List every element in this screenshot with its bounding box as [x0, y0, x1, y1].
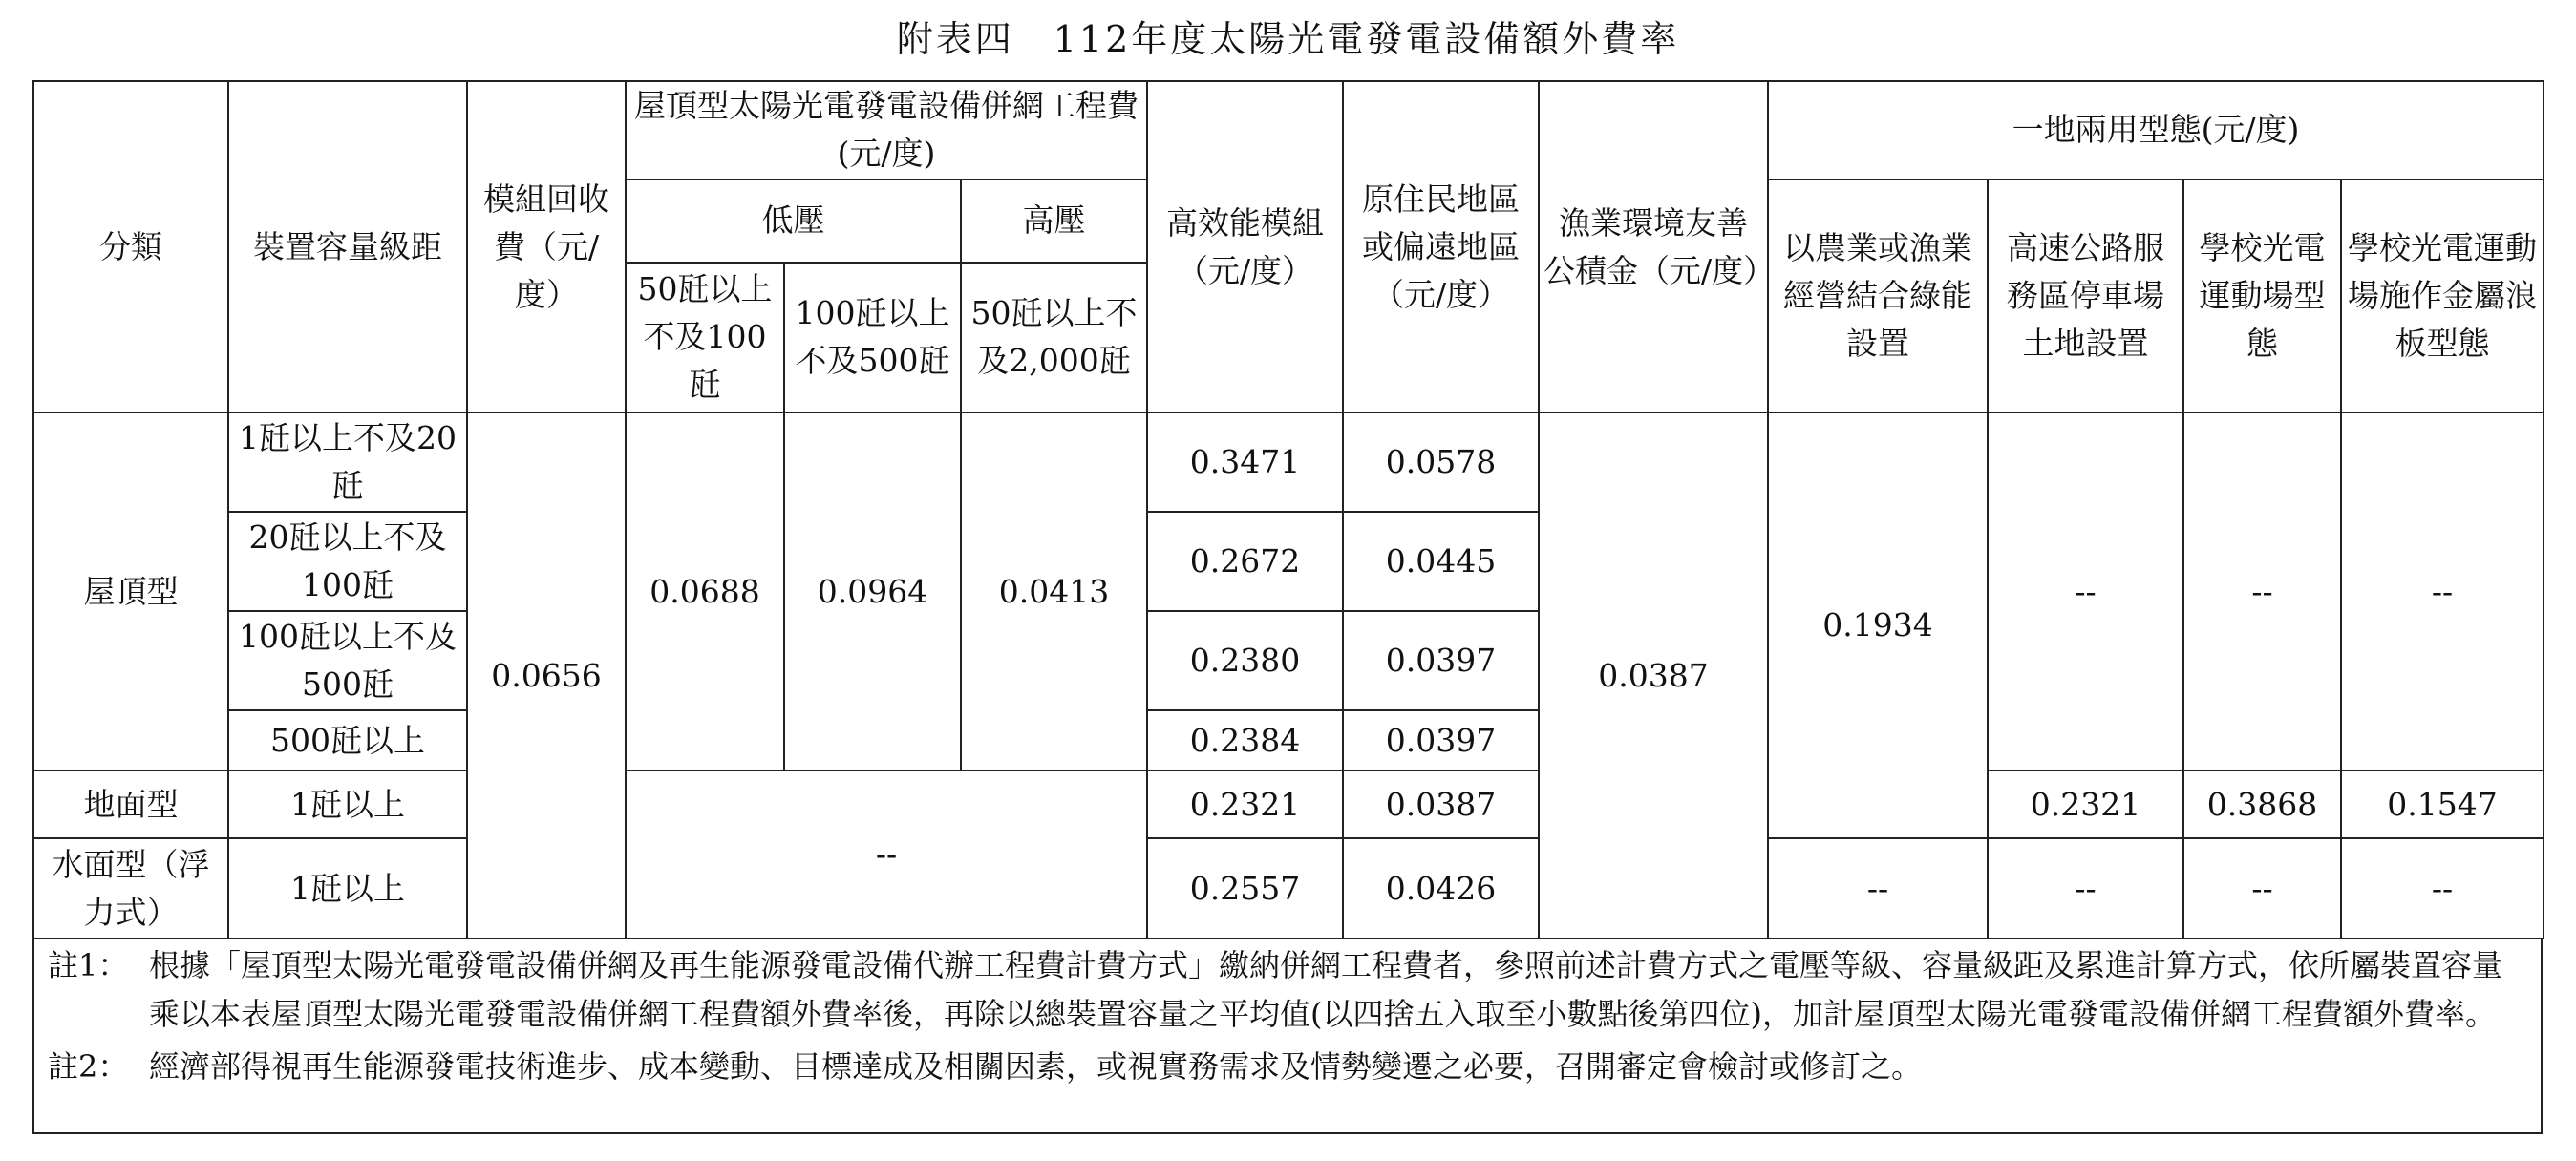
- hv-50-2000-value: 0.0413: [961, 412, 1147, 770]
- ground-indigenous: 0.0387: [1343, 770, 1539, 838]
- note-1-label: 註1：: [48, 947, 129, 983]
- rooftop-high-efficiency-1: 0.3471: [1147, 412, 1343, 512]
- header-module-recycling: 模組回收費（元/度）: [467, 81, 626, 412]
- header-high-voltage: 高壓: [961, 179, 1147, 263]
- rooftop-highway-value: --: [1988, 412, 2183, 770]
- rooftop-capacity-4: 500瓩以上: [228, 710, 467, 771]
- agri-fishery-value: 0.1934: [1768, 412, 1988, 838]
- header-agri-fishery: 以農業或漁業經營結合綠能設置: [1768, 179, 1988, 412]
- rooftop-indigenous-1: 0.0578: [1343, 412, 1539, 512]
- rooftop-high-efficiency-4: 0.2384: [1147, 710, 1343, 771]
- header-lv-100-500: 100瓩以上不及500瓩: [784, 263, 961, 412]
- page-title: 附表四 112年度太陽光電發電設備額外費率: [896, 18, 1680, 60]
- ground-highway: 0.2321: [1988, 770, 2183, 838]
- lv-50-100-value: 0.0688: [626, 412, 784, 770]
- note-2-text: 經濟部得視再生能源發電技術進步、成本變動、目標達成及相關因素，或視實務需求及情勢變遷之必要，召開審定會檢討或修訂之。: [149, 1048, 1923, 1085]
- floating-high-efficiency: 0.2557: [1147, 838, 1343, 939]
- header-grid-fee-group: 屋頂型太陽光電發電設備併網工程費(元/度): [626, 81, 1147, 179]
- floating-school-metal: --: [2341, 838, 2544, 939]
- floating-agri-fishery: --: [1768, 838, 1988, 939]
- rooftop-school-metal-value: --: [2341, 412, 2544, 770]
- rate-table: [32, 80, 2544, 939]
- rooftop-capacity-2: 20瓩以上不及100瓩: [228, 512, 467, 611]
- rooftop-capacity-3: 100瓩以上不及500瓩: [228, 611, 467, 710]
- floating-capacity: 1瓩以上: [228, 838, 467, 939]
- floating-school-field: --: [2183, 838, 2341, 939]
- row-label-ground: 地面型: [33, 770, 228, 838]
- header-school-field: 學校光電運動場型態: [2183, 179, 2341, 412]
- rooftop-high-efficiency-2: 0.2672: [1147, 512, 1343, 611]
- header-hv-50-2000: 50瓩以上不及2,000瓩: [961, 263, 1147, 412]
- header-low-voltage: 低壓: [626, 179, 961, 263]
- rooftop-indigenous-4: 0.0397: [1343, 710, 1539, 771]
- notes-section: [32, 938, 2543, 1134]
- fishery-fund-value: 0.0387: [1539, 412, 1768, 939]
- rooftop-indigenous-2: 0.0445: [1343, 512, 1539, 611]
- grid-fee-na-value: --: [626, 770, 1147, 939]
- header-high-efficiency: 高效能模組（元/度）: [1147, 81, 1343, 412]
- floating-highway: --: [1988, 838, 2183, 939]
- floating-indigenous: 0.0426: [1343, 838, 1539, 939]
- header-lv-50-100: 50瓩以上不及100瓩: [626, 263, 784, 412]
- rooftop-high-efficiency-3: 0.2380: [1147, 611, 1343, 710]
- header-indigenous: 原住民地區或偏遠地區（元/度）: [1343, 81, 1539, 412]
- note-2-label: 註2：: [48, 1048, 129, 1085]
- header-dual-use-group: 一地兩用型態(元/度): [1768, 81, 2544, 179]
- header-highway: 高速公路服務區停車場土地設置: [1988, 179, 2183, 412]
- note-1-text: 根據「屋頂型太陽光電發電設備併網及再生能源發電設備代辦工程費計費方式」繳納併網工程費者，參照前述計費方式之電壓等級、容量級距及累進計算方式，依所屬裝置容量乘以本表屋頂型太陽光電發電設備併網工程費額外費率後，再除以總裝置容量之平均值(以四捨五入取至小數點後第四位)，加計屋頂型太陽光電發電設備併網工程費額外費率。: [149, 947, 2503, 1032]
- ground-capacity: 1瓩以上: [228, 770, 467, 838]
- note-1: [48, 941, 2527, 1039]
- rooftop-capacity-1: 1瓩以上不及20瓩: [228, 412, 467, 512]
- row-label-rooftop: 屋頂型: [33, 412, 228, 770]
- row-label-floating: 水面型（浮力式）: [33, 838, 228, 939]
- rooftop-school-field-value: --: [2183, 412, 2341, 770]
- module-recycling-value: 0.0656: [467, 412, 626, 939]
- rooftop-indigenous-3: 0.0397: [1343, 611, 1539, 710]
- ground-school-metal: 0.1547: [2341, 770, 2544, 838]
- ground-high-efficiency: 0.2321: [1147, 770, 1343, 838]
- header-school-metal: 學校光電運動場施作金屬浪板型態: [2341, 179, 2544, 412]
- ground-school-field: 0.3868: [2183, 770, 2341, 838]
- lv-100-500-value: 0.0964: [784, 412, 961, 770]
- header-capacity: 裝置容量級距: [228, 81, 467, 412]
- header-fishery-fund: 漁業環境友善公積金（元/度）: [1539, 81, 1768, 412]
- header-category: 分類: [33, 81, 228, 412]
- note-2: [48, 1043, 2527, 1091]
